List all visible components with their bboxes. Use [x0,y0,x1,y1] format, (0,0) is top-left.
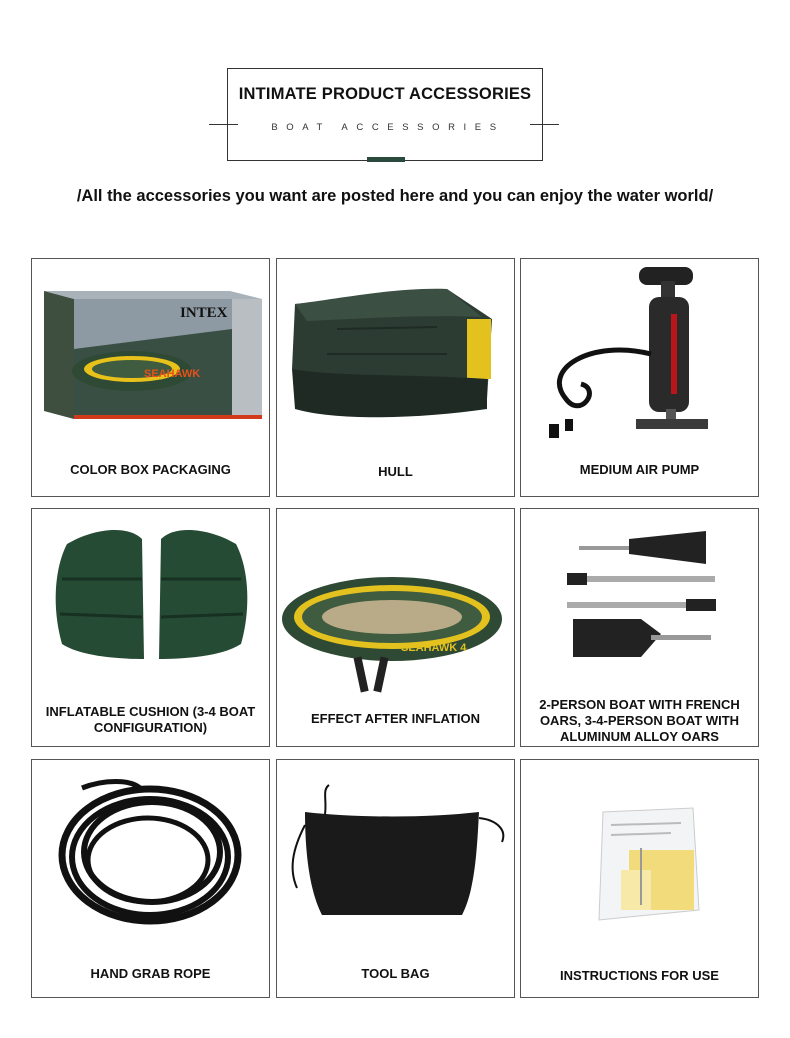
header-subtitle-wrap [238,117,530,133]
product-label: COLOR BOX PACKAGING [70,462,231,477]
product-card-cushion [31,508,270,747]
header-divider-right [528,124,559,125]
product-label: INFLATABLE CUSHION (3-4 BOAT CONFIGURATION) [45,704,256,735]
svg-text:SEAHAWK 4: SEAHAWK 4 [401,642,467,654]
svg-text:INTEX: INTEX [180,305,228,321]
product-card-color-box [31,258,270,497]
rope-icon [32,760,270,950]
inflated-boat-icon [277,509,515,699]
product-card-inflated-boat [276,508,515,747]
product-label: HULL [378,464,413,479]
product-label: HAND GRAB ROPE [90,966,211,981]
header-subtitle: BOAT ACCESSORIES [271,122,505,133]
oars-icon [521,509,759,689]
product-label: INSTRUCTIONS FOR USE [560,968,719,983]
instructions-icon [521,760,759,950]
color-box-icon [32,259,270,459]
header-box [227,68,543,161]
product-label: EFFECT AFTER INFLATION [311,711,480,726]
tool-bag-icon [277,760,515,950]
product-label: MEDIUM AIR PUMP [579,462,700,477]
product-card-rope [31,759,270,998]
product-card-tool-bag [276,759,515,998]
header-divider-left [209,124,241,125]
tagline: /All the accessories you want are posted here and you can enjoy the water world/ [76,187,714,205]
folded-hull-icon [277,259,515,459]
product-label: TOOL BAG [361,966,430,981]
header-accent-bar [367,157,405,162]
product-card-instructions [520,759,759,998]
header-title: INTIMATE PRODUCT ACCESSORIES [238,85,532,103]
product-card-air-pump [520,258,759,497]
product-card-oars [520,508,759,747]
air-pump-icon [521,259,759,459]
cushion-icon [32,509,270,689]
product-label: 2-PERSON BOAT WITH FRENCH OARS, 3-4-PERSON BOAT WITH ALUMINUM ALLOY OARS [539,697,740,744]
svg-text:SEAHAWK: SEAHAWK [144,368,201,380]
product-card-hull [276,258,515,497]
